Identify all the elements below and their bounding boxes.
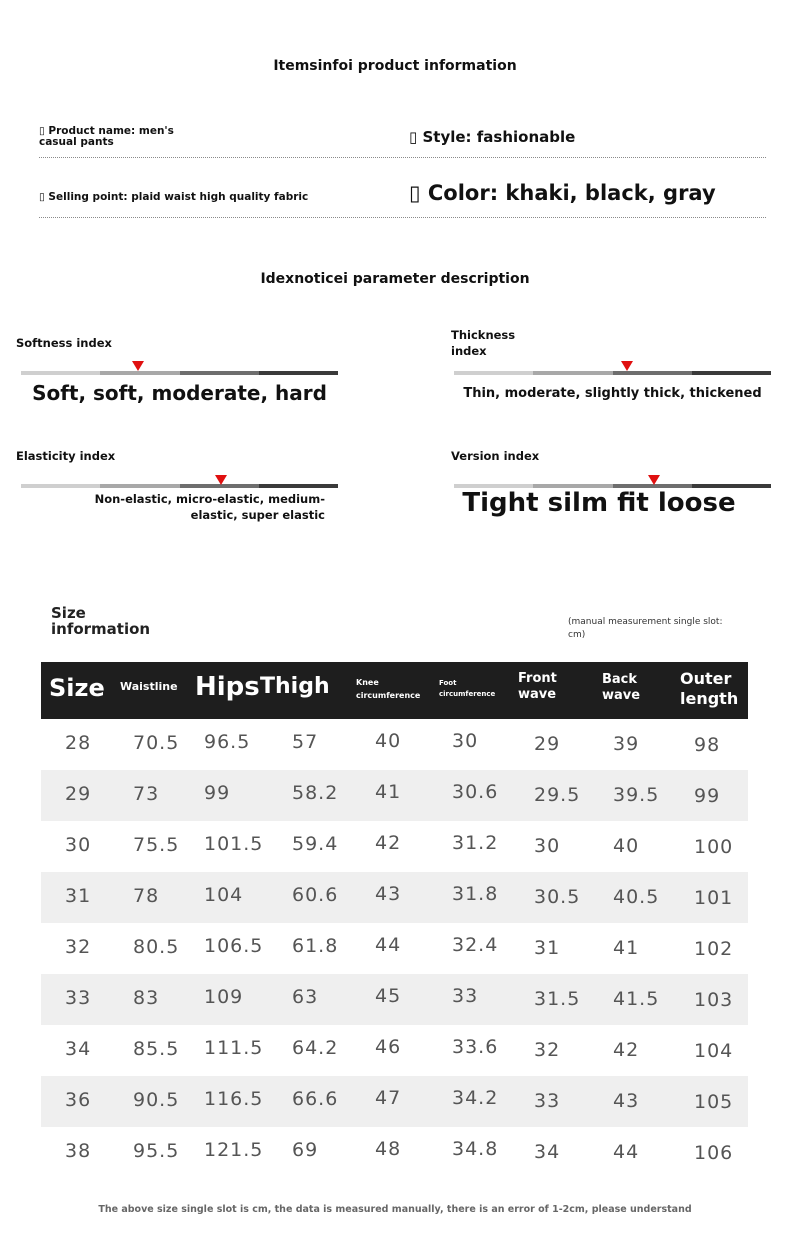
marker-icon xyxy=(132,361,144,371)
measurement-note: (manual measurement single slot: cm) xyxy=(568,617,723,640)
cell-foot: 34.8 xyxy=(452,1138,499,1160)
parameter-title: Idexnoticei parameter description xyxy=(260,271,530,287)
cell-hips: 96.5 xyxy=(204,731,251,753)
cell-outer-length: 104 xyxy=(694,1040,734,1062)
cell-thigh: 69 xyxy=(292,1139,319,1161)
version-text: Tight silm fit loose xyxy=(462,488,736,518)
scale-bar xyxy=(454,371,771,375)
header-thigh: Thigh xyxy=(260,674,330,699)
cell-waistline: 83 xyxy=(133,987,160,1009)
cell-front-wave: 31.5 xyxy=(534,988,581,1010)
size-table xyxy=(41,662,748,1178)
footnote: The above size single slot is cm, the data is measured manually, there is an error of 1-2cm, please understand xyxy=(98,1204,692,1215)
cell-back-wave: 41.5 xyxy=(613,988,660,1010)
cell-foot: 30 xyxy=(452,730,479,752)
cell-foot: 34.2 xyxy=(452,1087,499,1109)
cell-back-wave: 39 xyxy=(613,733,640,755)
selling-point: ▯ Selling point: plaid waist high quality fabric xyxy=(39,191,309,203)
cell-outer-length: 102 xyxy=(694,938,734,960)
cell-waistline: 75.5 xyxy=(133,834,180,856)
cell-outer-length: 106 xyxy=(694,1142,734,1164)
cell-back-wave: 44 xyxy=(613,1141,640,1163)
cell-hips: 109 xyxy=(204,986,244,1008)
version-scale xyxy=(454,475,771,489)
cell-waistline: 80.5 xyxy=(133,936,180,958)
table-row xyxy=(41,719,748,770)
header-size: Size xyxy=(49,674,105,702)
header-front-wave: Front wave xyxy=(518,671,557,702)
cell-back-wave: 42 xyxy=(613,1039,640,1061)
softness-label: Softness index xyxy=(16,336,112,350)
cell-front-wave: 34 xyxy=(534,1141,561,1163)
header-back-wave: Back wave xyxy=(602,672,641,703)
thickness-label: Thickness index xyxy=(451,328,516,358)
cell-foot: 33.6 xyxy=(452,1036,499,1058)
cell-size: 29 xyxy=(65,783,92,805)
cell-waistline: 78 xyxy=(133,885,160,907)
elasticity-scale xyxy=(21,475,338,489)
cell-front-wave: 31 xyxy=(534,937,561,959)
cell-hips: 101.5 xyxy=(204,833,264,855)
cell-back-wave: 41 xyxy=(613,937,640,959)
cell-back-wave: 39.5 xyxy=(613,784,660,806)
cell-size: 34 xyxy=(65,1038,92,1060)
marker-icon xyxy=(215,475,227,485)
cell-front-wave: 29 xyxy=(534,733,561,755)
header-outer-length: Outer length xyxy=(680,669,739,708)
cell-knee: 44 xyxy=(375,934,402,956)
cell-outer-length: 99 xyxy=(694,785,721,807)
cell-foot: 31.2 xyxy=(452,832,499,854)
scale-bar xyxy=(21,371,338,375)
thickness-text: Thin, moderate, slightly thick, thickened xyxy=(463,386,762,401)
header-waistline: Waistline xyxy=(120,680,178,693)
cell-back-wave: 40.5 xyxy=(613,886,660,908)
cell-outer-length: 105 xyxy=(694,1091,734,1113)
table-row xyxy=(41,821,748,872)
elasticity-label: Elasticity index xyxy=(16,449,116,463)
header-foot: Foot circumference xyxy=(439,679,496,698)
cell-knee: 41 xyxy=(375,781,402,803)
product-color: ▯ Color: khaki, black, gray xyxy=(409,181,716,205)
cell-outer-length: 101 xyxy=(694,887,734,909)
scale-bar xyxy=(21,484,338,488)
cell-waistline: 73 xyxy=(133,783,160,805)
cell-thigh: 58.2 xyxy=(292,782,339,804)
cell-size: 31 xyxy=(65,885,92,907)
table-row xyxy=(41,1025,748,1076)
cell-thigh: 64.2 xyxy=(292,1037,339,1059)
softness-scale xyxy=(21,361,338,375)
cell-foot: 33 xyxy=(452,985,479,1007)
cell-size: 32 xyxy=(65,936,92,958)
cell-hips: 116.5 xyxy=(204,1088,264,1110)
header-hips: Hips xyxy=(195,672,260,702)
cell-front-wave: 33 xyxy=(534,1090,561,1112)
cell-knee: 46 xyxy=(375,1036,402,1058)
cell-knee: 48 xyxy=(375,1138,402,1160)
cell-back-wave: 43 xyxy=(613,1090,640,1112)
product-info-title: Itemsinfoi product information xyxy=(273,58,517,74)
product-style: ▯ Style: fashionable xyxy=(409,128,576,146)
cell-size: 38 xyxy=(65,1140,92,1162)
cell-thigh: 59.4 xyxy=(292,833,339,855)
product-name: ▯ Product name: men's casual pants xyxy=(39,125,174,148)
cell-foot: 30.6 xyxy=(452,781,499,803)
cell-size: 33 xyxy=(65,987,92,1009)
cell-outer-length: 100 xyxy=(694,836,734,858)
cell-hips: 121.5 xyxy=(204,1139,264,1161)
cell-waistline: 95.5 xyxy=(133,1140,180,1162)
cell-foot: 31.8 xyxy=(452,883,499,905)
cell-knee: 42 xyxy=(375,832,402,854)
cell-size: 28 xyxy=(65,732,92,754)
cell-hips: 111.5 xyxy=(204,1037,264,1059)
cell-hips: 106.5 xyxy=(204,935,264,957)
version-label: Version index xyxy=(451,449,540,463)
cell-knee: 45 xyxy=(375,985,402,1007)
cell-thigh: 66.6 xyxy=(292,1088,339,1110)
cell-knee: 43 xyxy=(375,883,402,905)
cell-thigh: 63 xyxy=(292,986,319,1008)
cell-thigh: 60.6 xyxy=(292,884,339,906)
cell-size: 36 xyxy=(65,1089,92,1111)
cell-knee: 40 xyxy=(375,730,402,752)
cell-waistline: 70.5 xyxy=(133,732,180,754)
cell-hips: 99 xyxy=(204,782,231,804)
table-header xyxy=(41,662,748,719)
marker-icon xyxy=(621,361,633,371)
marker-icon xyxy=(648,475,660,485)
cell-outer-length: 103 xyxy=(694,989,734,1011)
table-row xyxy=(41,974,748,1025)
table-row xyxy=(41,923,748,974)
cell-back-wave: 40 xyxy=(613,835,640,857)
cell-outer-length: 98 xyxy=(694,734,721,756)
table-row xyxy=(41,770,748,821)
cell-front-wave: 30 xyxy=(534,835,561,857)
header-knee: Knee circumference xyxy=(356,678,421,700)
cell-thigh: 61.8 xyxy=(292,935,339,957)
cell-foot: 32.4 xyxy=(452,934,499,956)
divider xyxy=(39,157,766,158)
cell-knee: 47 xyxy=(375,1087,402,1109)
softness-text: Soft, soft, moderate, hard xyxy=(32,381,327,405)
cell-hips: 104 xyxy=(204,884,244,906)
cell-front-wave: 32 xyxy=(534,1039,561,1061)
table-row xyxy=(41,1127,748,1178)
divider xyxy=(39,217,766,218)
cell-waistline: 85.5 xyxy=(133,1038,180,1060)
size-info-title: Size information xyxy=(51,604,151,638)
table-row xyxy=(41,1076,748,1127)
thickness-scale xyxy=(454,361,771,375)
cell-thigh: 57 xyxy=(292,731,319,753)
cell-size: 30 xyxy=(65,834,92,856)
table-row xyxy=(41,872,748,923)
cell-front-wave: 30.5 xyxy=(534,886,581,908)
cell-waistline: 90.5 xyxy=(133,1089,180,1111)
elasticity-text: Non-elastic, micro-elastic, medium-elastic, super elastic xyxy=(94,492,325,522)
cell-front-wave: 29.5 xyxy=(534,784,581,806)
